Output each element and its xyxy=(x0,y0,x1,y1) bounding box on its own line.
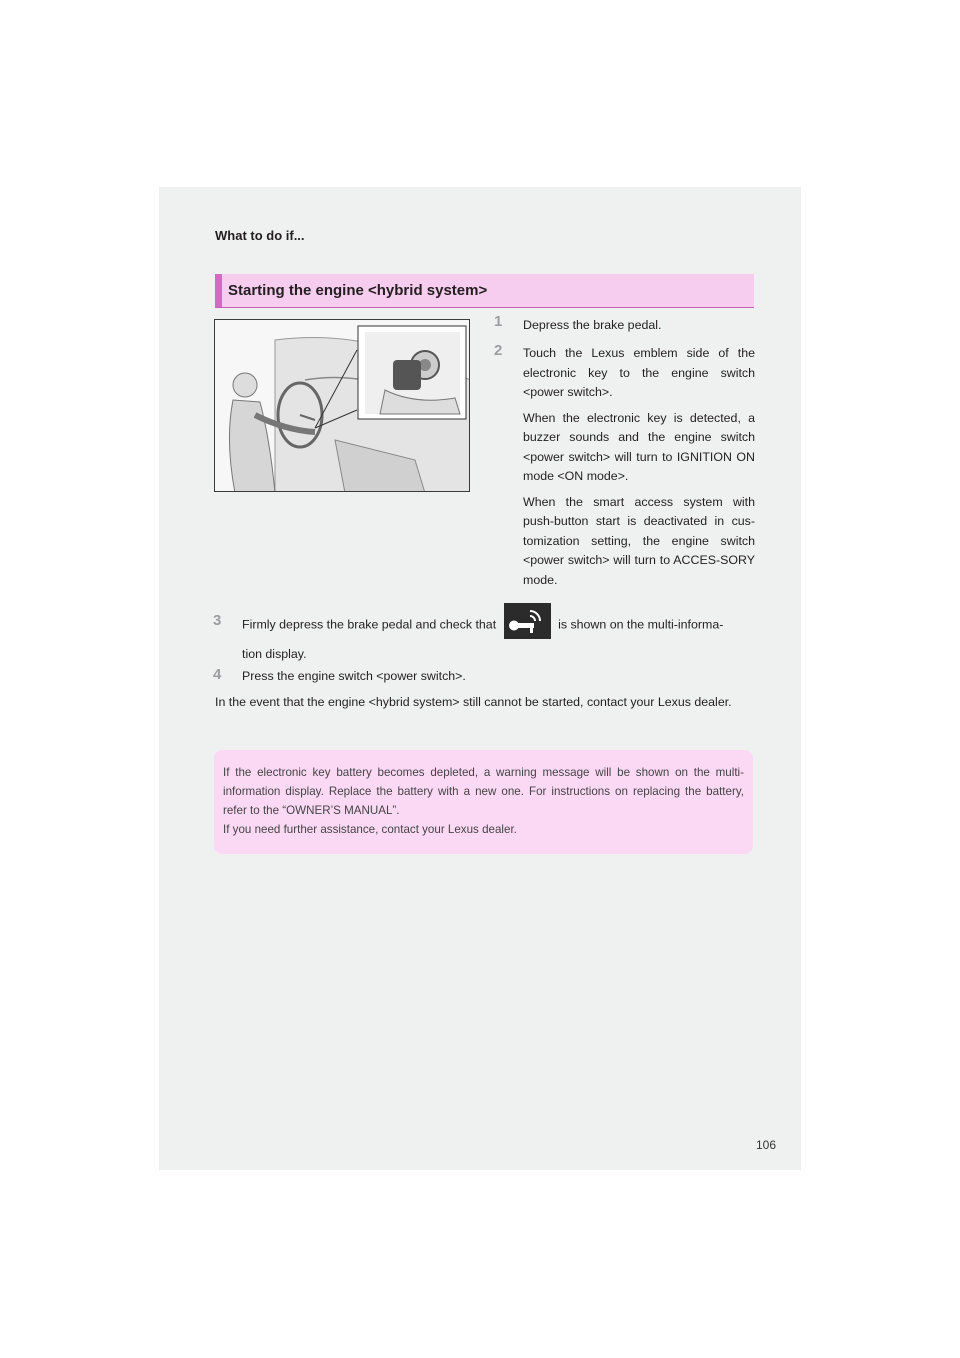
step-text: Press the engine switch <power switch>. xyxy=(242,669,466,683)
step-text: Touch the Lexus emblem side of the electronic key to the engine switch <power switch>. xyxy=(523,346,755,399)
manual-page xyxy=(159,187,801,1170)
step-subtext: When the smart access system with push-button start is deactivated in cus-tomization setting, the engine switch <power switch> will turn to ACCES-SORY mode. xyxy=(523,494,755,587)
step-number: 2 xyxy=(494,342,503,359)
page-number: 106 xyxy=(755,1138,776,1152)
step-text-line xyxy=(242,607,757,643)
note-box xyxy=(214,750,753,854)
step-1 xyxy=(523,316,755,336)
step-number: 4 xyxy=(213,666,222,683)
running-title: What to do if... xyxy=(215,228,305,243)
body-paragraph: In the event that the engine <hybrid system> still cannot be started, contact your Lexus dealer. xyxy=(215,695,732,709)
step-text: Firmly depress the brake pedal and check that xyxy=(242,617,497,632)
step-text: tion display. xyxy=(242,647,307,661)
section-header-rule xyxy=(215,307,754,308)
driver-pressing-engine-switch-illustration xyxy=(214,319,470,492)
step-2 xyxy=(523,344,755,590)
section-header: Starting the engine <hybrid system> xyxy=(215,274,754,307)
step-text: Depress the brake pedal. xyxy=(523,318,662,332)
step-4 xyxy=(242,667,757,687)
step-3 xyxy=(242,607,757,665)
note-text: If the electronic key battery becomes depleted, a warning message will be shown on the multi-information display. Replace the battery with a new one. For instructions on replacing the battery, refer to the “OWNER’S MANUAL”. xyxy=(223,766,744,817)
note-text: If you need further assistance, contact your Lexus dealer. xyxy=(223,823,517,836)
step-number: 3 xyxy=(213,612,222,629)
step-text: is shown on the multi-informa- xyxy=(558,617,724,632)
step-number: 1 xyxy=(494,313,503,330)
key-not-detected-indicator-icon xyxy=(504,603,551,639)
step-subtext: When the electronic key is detected, a buzzer sounds and the engine switch <power switch> will turn to IGNITION ON mode <ON mode>. xyxy=(523,410,755,483)
